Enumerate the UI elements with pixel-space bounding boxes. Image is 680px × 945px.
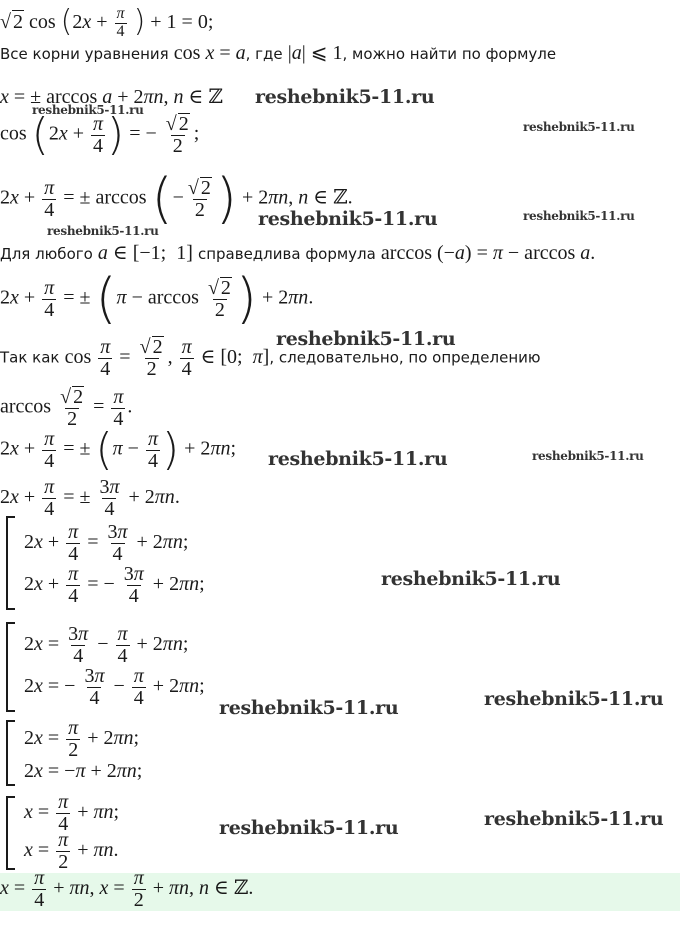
watermark: reshebnik5-11.ru: [532, 449, 644, 463]
text-roots-formula: Все корни уравнения cos x = a, где |a| ⩽ 1, можно найти по формуле: [0, 42, 557, 64]
equation-cos: cos (2x + $\frac{\pi}{4}$ ) = − $\frac{√ 2}{2}$ ;: [0, 109, 200, 160]
watermark: reshebnik5-11.ru: [47, 224, 159, 238]
equation-step1: 2x + $\frac{\pi}{4}$ = ± (π − $\frac{\pi}{4}$ ) + 2πn;: [0, 424, 237, 475]
watermark: reshebnik5-11.ru: [258, 208, 438, 230]
text-arccos-property: Для любого a ∈ [−1; 1] справедлива формула arccos (−a) = π − arccos a.: [0, 242, 596, 264]
system3-line1: 2x = $\frac{\pi}{2}$ + 2πn;: [24, 717, 140, 761]
watermark: reshebnik5-11.ru: [523, 209, 635, 223]
watermark: reshebnik5-11.ru: [523, 120, 635, 134]
watermark: reshebnik5-11.ru: [219, 697, 399, 719]
system-bracket: [6, 720, 15, 786]
arccos-value: arccos $\frac{√ 2}{2}$ = $\frac{\pi}{4}$ .: [0, 385, 133, 430]
system-bracket: [6, 516, 15, 610]
system4-line2: x = $\frac{\pi}{2}$ + πn.: [24, 829, 119, 873]
system1-line1: 2x + $\frac{\pi}{4}$ = $\frac{3\pi}{4}$ + 2πn;: [24, 521, 189, 565]
equation-step2: 2x + $\frac{\pi}{4}$ = ± $\frac{3\pi}{4}$ + 2πn.: [0, 476, 180, 520]
watermark: reshebnik5-11.ru: [268, 448, 448, 470]
system2-line2: 2x = − $\frac{3\pi}{4}$ − $\frac{\pi}{4}$ + 2πn;: [24, 665, 205, 709]
system1-line2: 2x + $\frac{\pi}{4}$ = − $\frac{3\pi}{4}$ + 2πn;: [24, 563, 205, 607]
watermark: reshebnik5-11.ru: [32, 103, 144, 117]
equation-arccos: 2x + $\frac{\pi}{4}$ = ± arccos (− $\frac{√ 2}{2}$ ) + 2πn, n ∈ ℤ.: [0, 167, 353, 230]
general-formula: x = ± arccos a + 2πn, n ∈ ℤ: [0, 86, 223, 108]
watermark: reshebnik5-11.ru: [484, 688, 664, 710]
watermark: reshebnik5-11.ru: [381, 568, 561, 590]
watermark: reshebnik5-11.ru: [255, 86, 435, 108]
final-answer: x = $\frac{\pi}{4}$ + πn, x = $\frac{\pi}{2}$ + πn, n ∈ ℤ.: [0, 867, 254, 911]
system4-line1: x = $\frac{\pi}{4}$ + πn;: [24, 791, 120, 835]
system2-line1: 2x = $\frac{3\pi}{4}$ − $\frac{\pi}{4}$ + 2πn;: [24, 623, 189, 667]
system-bracket: [6, 796, 15, 870]
equation-substituted: 2x + $\frac{\pi}{4}$ = ± (π − arccos $\frac{√ 2}{2}$ ) + 2πn.: [0, 267, 314, 330]
equation: √ 2 cos (2x + $\frac{\pi}{4}$ ) + 1 = 0;: [0, 4, 214, 40]
watermark: reshebnik5-11.ru: [219, 817, 399, 839]
system3-line2: 2x = −π + 2πn;: [24, 760, 143, 782]
watermark: reshebnik5-11.ru: [276, 328, 456, 350]
text-since: Так как cos $\frac{\pi}{4}$ = $\frac{√ 2}{2}$ , $\frac{\pi}{4}$ ∈ [0; π], следовательно, по определению: [0, 335, 541, 380]
system-bracket: [6, 622, 15, 712]
watermark: reshebnik5-11.ru: [484, 808, 664, 830]
